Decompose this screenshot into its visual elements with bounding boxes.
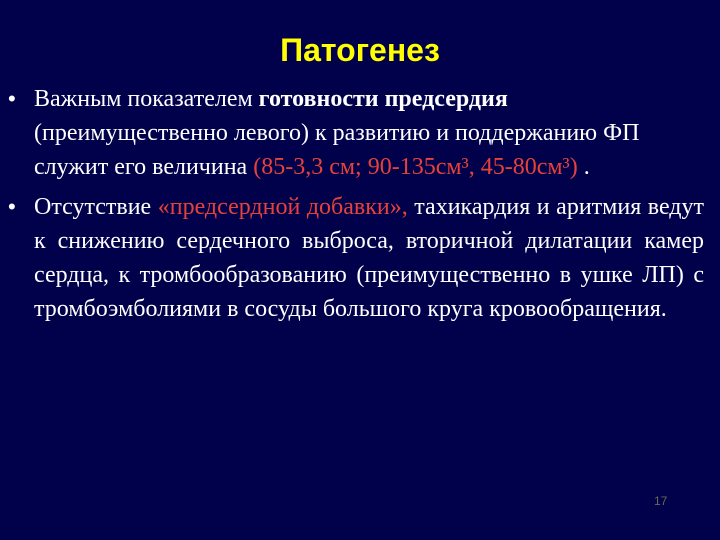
- bullet-1-text-cont: (преимущественно левого) к развитию и поддержанию ФП служит его величина: [34, 120, 640, 180]
- bullet-2-text-cont: тахикардия и аритмия ведут к снижению сердечного выброса, вторичной дилатации камер сердца, к тромбообразованию (преимущественно в ушке ЛП) с тромбоэмболиями в сосуды большого круга кровообращения.: [34, 194, 704, 322]
- bullet-1-text: Важным показателем: [34, 86, 259, 112]
- bullet-1-text-end: .: [577, 154, 590, 180]
- bullet-icon: •: [8, 86, 16, 111]
- bullet-2-text: Отсутствие: [34, 194, 158, 220]
- page-number: 17: [654, 494, 668, 508]
- bullet-1-highlight: (85-3,3 см; 90-135см³, 45-80см³): [253, 154, 578, 180]
- bullet-item-1: [8, 82, 704, 184]
- slide-title: Патогенез: [280, 32, 440, 68]
- slide-body: [8, 82, 704, 332]
- bullet-1-bold-text: готовности предсердия: [258, 86, 508, 112]
- bullet-item-2: [8, 190, 704, 326]
- bullet-2-highlight: «предсердной добавки»,: [157, 194, 408, 220]
- bullet-icon: •: [8, 194, 16, 219]
